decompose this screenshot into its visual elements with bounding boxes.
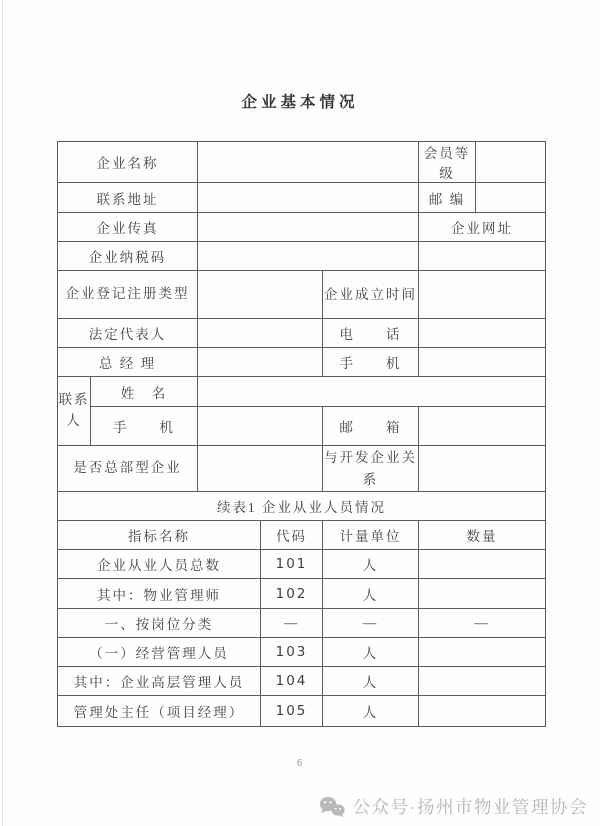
row-quantity-cell <box>419 667 546 696</box>
legal-representative-input-cell <box>198 319 323 348</box>
email-input-cell <box>419 407 546 446</box>
row-unit: 人 <box>323 667 419 696</box>
column-header-quantity: 数量 <box>419 521 546 550</box>
registration-type-input-cell <box>198 271 323 319</box>
table-row <box>58 446 546 492</box>
table-row <box>58 213 546 242</box>
field-label-developer-relation: 与开发企业关系 <box>323 446 419 492</box>
field-label-company-name: 企业名称 <box>58 142 198 183</box>
wechat-icon <box>319 796 346 818</box>
postal-code-input-cell <box>476 183 546 213</box>
field-label-general-manager: 总 经 理 <box>58 348 198 377</box>
table-row <box>58 271 546 319</box>
row-unit: 人 <box>323 638 419 667</box>
row-quantity-cell <box>419 696 546 727</box>
table-row <box>58 667 546 696</box>
field-label-member-level: 会员等级 <box>419 142 476 183</box>
row-code: 103 <box>261 638 323 667</box>
table-row <box>58 696 546 727</box>
field-label-postal-code: 邮 编 <box>419 183 476 213</box>
row-indicator-name: （一）经营管理人员 <box>58 638 261 667</box>
table-row <box>58 579 546 609</box>
table-row <box>58 183 546 213</box>
staff-section-title: 续表1 企业从业人员情况 <box>58 492 546 521</box>
is-headquarters-input-cell <box>198 446 323 492</box>
founded-time-input-cell <box>419 271 546 319</box>
table-row <box>58 348 546 377</box>
field-label-legal-representative: 法定代表人 <box>58 319 198 348</box>
row-quantity-cell <box>419 579 546 609</box>
row-code: 101 <box>261 550 323 579</box>
field-label-contact-address: 联系地址 <box>58 183 198 213</box>
row-unit: 人 <box>323 550 419 579</box>
row-unit: 人 <box>323 579 419 609</box>
column-header-unit: 计量单位 <box>323 521 419 550</box>
row-quantity-cell <box>419 638 546 667</box>
row-quantity-cell <box>419 550 546 579</box>
field-label-email: 邮 箱 <box>323 407 419 446</box>
field-label-telephone: 电 话 <box>323 319 419 348</box>
contact-person-group-label: 联系人 <box>58 377 91 446</box>
mobile-input-cell <box>419 348 546 377</box>
contact-mobile-input-cell <box>198 407 323 446</box>
field-label-registration-type: 企业登记注册类型 <box>58 271 198 319</box>
row-indicator-name: 管理处主任（项目经理） <box>58 696 261 727</box>
field-label-contact-mobile: 手 机 <box>91 407 198 446</box>
field-label-tax-code: 企业纳税码 <box>58 242 198 271</box>
tax-code-input-cell <box>198 242 419 271</box>
table-row <box>58 242 546 271</box>
field-label-company-website: 企业网址 <box>419 213 546 242</box>
column-header-code: 代码 <box>261 521 323 550</box>
row-indicator-name: 其中：企业高层管理人员 <box>58 667 261 696</box>
field-label-company-fax: 企业传真 <box>58 213 198 242</box>
page-edge-shadow <box>2 0 3 826</box>
page-number: 6 <box>297 758 303 769</box>
field-label-is-headquarters: 是否总部型企业 <box>58 446 198 492</box>
member-level-input-cell <box>476 142 546 183</box>
table-row <box>58 407 546 446</box>
table-row <box>58 492 546 521</box>
general-manager-input-cell <box>198 348 323 377</box>
row-indicator-name: 企业从业人员总数 <box>58 550 261 579</box>
wechat-account-label: 公众号·扬州市物业管理协会 <box>352 797 588 817</box>
row-indicator-name: 其中：物业管理师 <box>58 579 261 609</box>
column-header-indicator-name: 指标名称 <box>58 521 261 550</box>
table-row <box>58 521 546 550</box>
row-code: 104 <box>261 667 323 696</box>
row-unit: 人 <box>323 696 419 727</box>
table-row <box>58 609 546 638</box>
row-code: — <box>261 609 323 638</box>
developer-relation-input-cell <box>419 446 546 492</box>
company-name-input-cell <box>198 142 419 183</box>
field-label-mobile: 手 机 <box>323 348 419 377</box>
table-row <box>58 377 546 407</box>
field-label-founded-time: 企业成立时间 <box>323 271 419 319</box>
row-unit: — <box>323 609 419 638</box>
contact-name-input-cell <box>198 377 546 407</box>
row-code: 105 <box>261 696 323 727</box>
table-row <box>58 319 546 348</box>
row-quantity-cell: — <box>419 609 546 638</box>
page-title: 企业基本情况 <box>241 94 359 111</box>
table-row <box>58 142 546 183</box>
blank-cell <box>419 242 546 271</box>
field-label-contact-name: 姓 名 <box>91 377 198 407</box>
row-indicator-name: 一、按岗位分类 <box>58 609 261 638</box>
company-fax-input-cell <box>198 213 419 242</box>
table-row <box>58 550 546 579</box>
wechat-account-footer <box>319 794 588 819</box>
basic-info-table <box>57 141 546 727</box>
telephone-input-cell <box>419 319 546 348</box>
contact-address-input-cell <box>198 183 419 213</box>
table-row <box>58 638 546 667</box>
row-code: 102 <box>261 579 323 609</box>
